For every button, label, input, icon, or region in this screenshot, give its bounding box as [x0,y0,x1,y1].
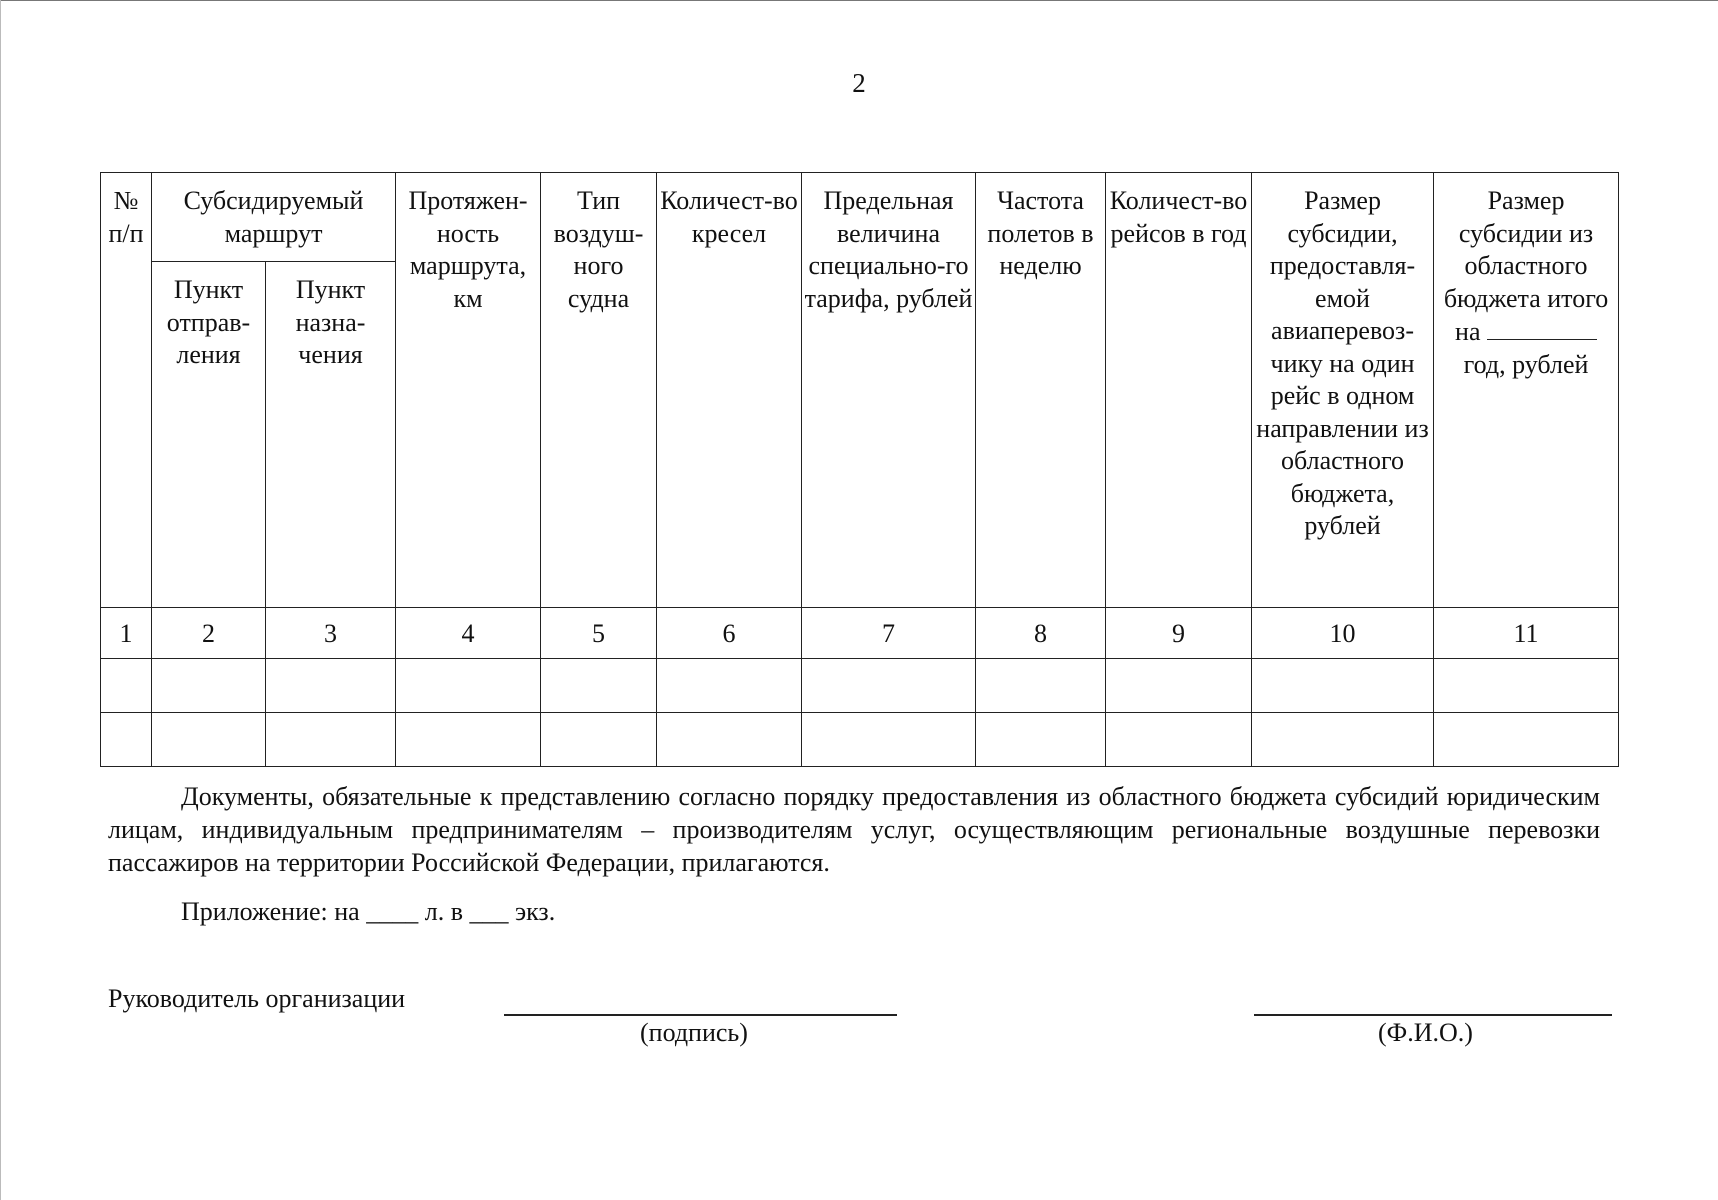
subsidy-table [100,172,1619,767]
header-tariff: Предельная величина специально-го тарифа, рублей [802,173,976,608]
table-cell [396,713,541,767]
column-number: 4 [396,608,541,659]
table-cell [976,659,1106,713]
table-cell [101,713,152,767]
table-cell [541,713,657,767]
table-cell [657,659,802,713]
column-number: 5 [541,608,657,659]
header-frequency: Частота полетов в неделю [976,173,1106,608]
name-line [1254,1014,1612,1016]
table-cell [1434,659,1619,713]
table-cell [802,659,976,713]
column-number: 11 [1434,608,1619,659]
column-number: 3 [266,608,396,659]
header-aircraft-type: Тип воздуш-ного судна [541,173,657,608]
header-subsidy-total [1434,173,1619,608]
table-cell [101,659,152,713]
table-cell [541,659,657,713]
signature-caption: (подпись) [640,1018,748,1047]
header-route: Субсидируемый маршрут [152,173,396,262]
header-flights-per-year: Количест-во рейсов в год [1106,173,1252,608]
page-number: 2 [852,68,866,98]
table-cell [152,713,266,767]
table-cell [1252,659,1434,713]
column-number: 1 [101,608,152,659]
signer-label: Руководитель организации [108,984,406,1013]
header-length: Протяжен-ность маршрута, км [396,173,541,608]
header-subsidy-per-flight: Размер субсидии, предоставля-емой авиаперевоз-чику на один рейс в одном направлении из областного бюджета, рублей [1252,173,1434,608]
column-number: 10 [1252,608,1434,659]
column-number: 7 [802,608,976,659]
header-no: № п/п [101,173,152,608]
column-number: 8 [976,608,1106,659]
table-cell [266,713,396,767]
table-cell [657,713,802,767]
table-cell [1106,659,1252,713]
name-caption: (Ф.И.О.) [1378,1018,1473,1047]
table-cell [396,659,541,713]
year-blank-line [1487,315,1597,340]
page-top-edge [0,0,1718,1]
header-seats: Количест-во кресел [657,173,802,608]
documents-paragraph: Документы, обязательные к представлению согласно порядку предоставления из областного бюджета субсидий юридическим лицам, индивидуальным предпринимателям – производителям услуг, осуществляющим региональные воздушные перевозки пассажиров на территории Российской Федерации, прилагаются. [108,782,1600,877]
table-cell [1106,713,1252,767]
signature-line [504,1014,897,1016]
table-row-empty [101,659,1619,713]
column-number: 9 [1106,608,1252,659]
header-destination: Пункт назна-чения [266,262,396,608]
appendix-line: Приложение: на ____ л. в ___ экз. [181,897,556,926]
table-cell [152,659,266,713]
column-number: 6 [657,608,802,659]
header-subsidy-total-suffix: год, рублей [1463,349,1589,379]
table-cell [802,713,976,767]
column-number: 2 [152,608,266,659]
header-subsidy-total-prefix: Размер субсидии из областного бюджета итого на [1443,186,1609,346]
table-cell [1252,713,1434,767]
header-departure: Пункт отправ-ления [152,262,266,608]
table-cell [1434,713,1619,767]
table-cell [976,713,1106,767]
page-left-edge [0,0,1,1200]
column-number-row [101,608,1619,659]
table-row-empty [101,713,1619,767]
table-cell [266,659,396,713]
